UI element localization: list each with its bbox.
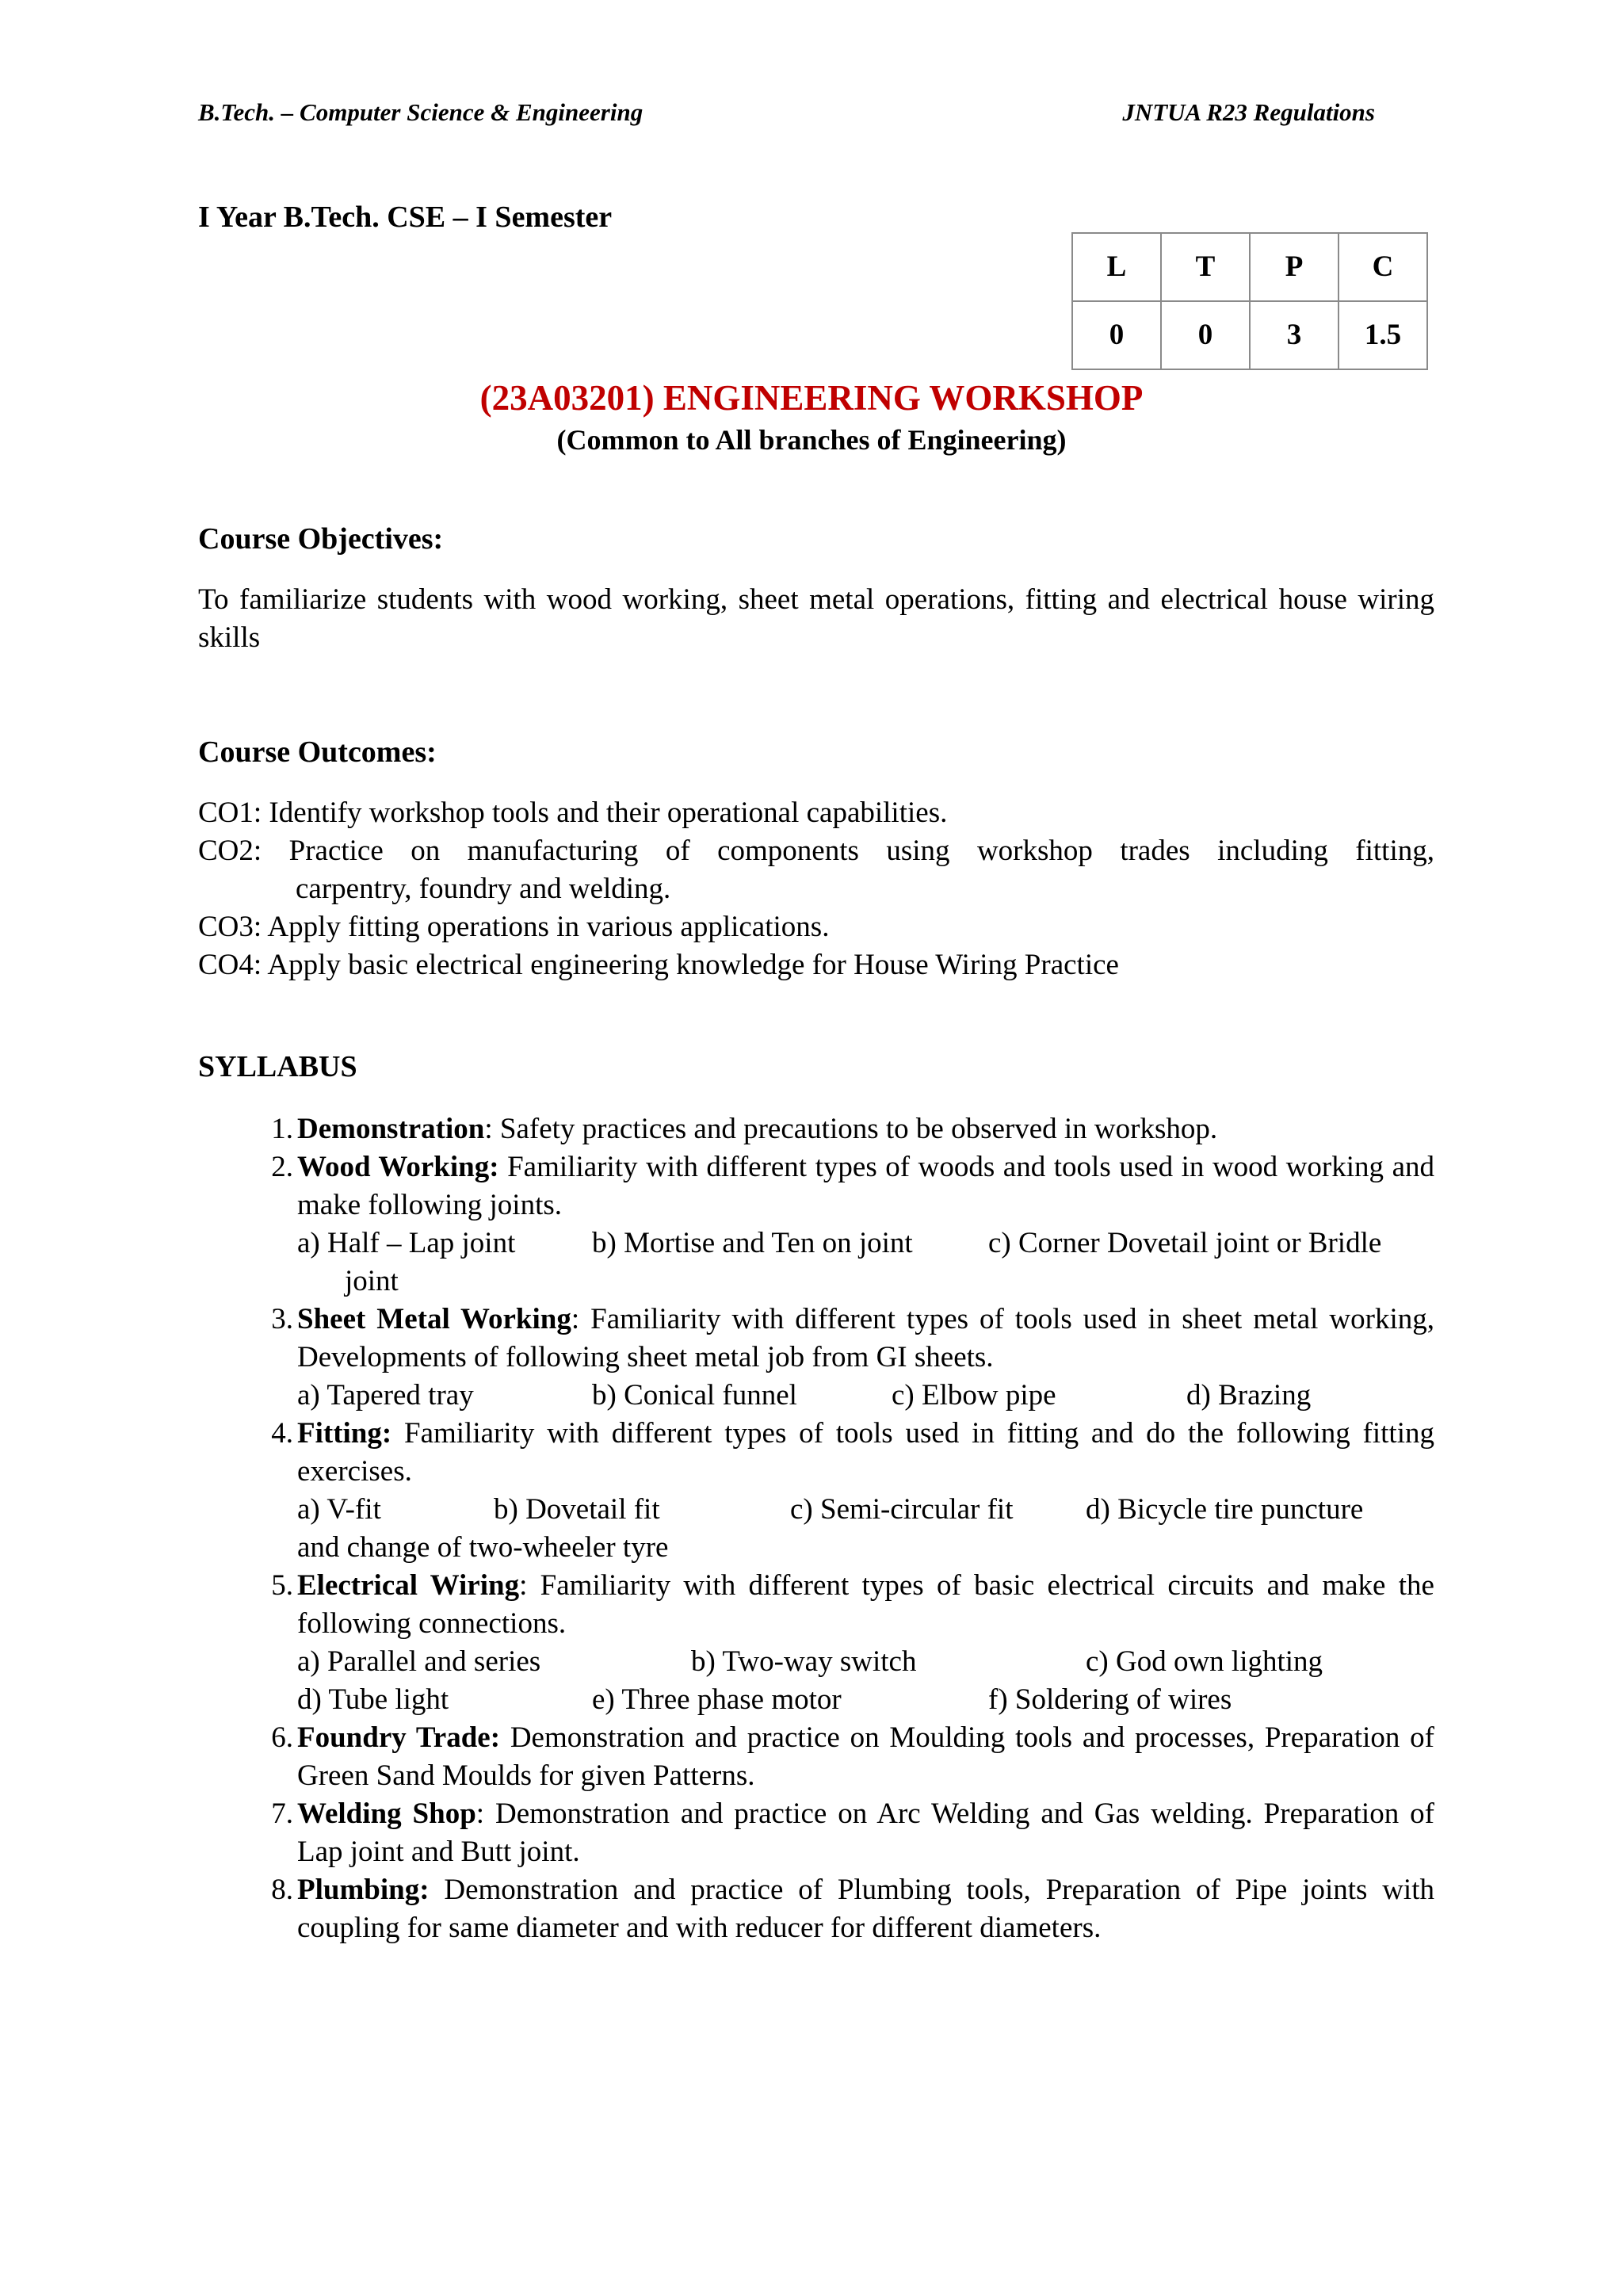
item-title: Foundry Trade: xyxy=(297,1721,501,1754)
option-c: c) Elbow pipe xyxy=(892,1379,1056,1412)
item-number: 2. xyxy=(271,1151,293,1183)
item-text: : Familiarity with different types of basic electrical circuits and make the following connections. xyxy=(297,1569,1434,1640)
option-b: b) Mortise and Ten on joint xyxy=(592,1227,913,1259)
item-number: 4. xyxy=(271,1417,293,1450)
option-c: c) Semi-circular fit xyxy=(790,1493,1014,1526)
item-body xyxy=(297,1871,1434,1947)
objectives-heading: Course Objectives: xyxy=(198,522,444,556)
ltpc-value-p: 3 xyxy=(1250,301,1338,369)
option-b: b) Two-way switch xyxy=(691,1645,917,1678)
item-text: : Safety practices and precautions to be observed in workshop. xyxy=(484,1113,1218,1145)
item-title: Electrical Wiring xyxy=(297,1569,520,1602)
item-title: Plumbing: xyxy=(297,1874,430,1906)
header-program: B.Tech. – Computer Science & Engineering xyxy=(198,98,643,126)
ltpc-table xyxy=(1071,232,1428,370)
ltpc-value-row xyxy=(1072,301,1427,369)
year-semester: I Year B.Tech. CSE – I Semester xyxy=(198,201,613,234)
item-body xyxy=(297,1110,1434,1148)
item-title: Wood Working: xyxy=(297,1151,499,1183)
item-text: Familiarity with different types of woods and tools used in wood working and make following joints. xyxy=(297,1151,1435,1221)
item-body xyxy=(297,1415,1434,1567)
item-body xyxy=(297,1795,1434,1871)
item-title: Welding Shop xyxy=(297,1797,476,1830)
syllabus-heading: SYLLABUS xyxy=(198,1050,357,1083)
job-options xyxy=(297,1377,1434,1415)
item-description xyxy=(297,1301,1434,1377)
item-number: 6. xyxy=(271,1721,293,1754)
course-title: (23A03201) ENGINEERING WORKSHOP xyxy=(479,378,1144,418)
item-body xyxy=(297,1567,1434,1719)
ltpc-header-t: T xyxy=(1161,233,1250,301)
item-number: 7. xyxy=(271,1797,293,1830)
outcome-co3: CO3: Apply fitting operations in various applications. xyxy=(198,911,830,943)
option-a: a) V-fit xyxy=(297,1493,381,1526)
option-c-cont: joint xyxy=(345,1265,399,1297)
ltpc-header-l: L xyxy=(1072,233,1161,301)
option-a: a) Half – Lap joint xyxy=(297,1227,516,1259)
item-body xyxy=(297,1719,1434,1795)
fitting-options-cont xyxy=(297,1529,1434,1567)
item-text: : Familiarity with different types of tools used in sheet metal working, Developments of following sheet metal job from GI sheets. xyxy=(297,1303,1434,1373)
option-b: b) Conical funnel xyxy=(592,1379,797,1412)
item-number: 1. xyxy=(271,1113,293,1145)
option-d-cont: and change of two-wheeler tyre xyxy=(297,1531,669,1564)
option-a: a) Tapered tray xyxy=(297,1379,474,1412)
ltpc-header-p: P xyxy=(1250,233,1338,301)
objectives-text: To familiarize students with wood working, sheet metal operations, fitting and electrical house wiring skills xyxy=(198,583,1434,654)
item-description xyxy=(297,1567,1434,1643)
course-subtitle: (Common to All branches of Engineering) xyxy=(556,424,1067,456)
option-d: d) Bicycle tire puncture xyxy=(1086,1493,1364,1526)
header-regulations: JNTUA R23 Regulations xyxy=(1122,98,1375,126)
item-number: 3. xyxy=(271,1303,293,1335)
option-f: f) Soldering of wires xyxy=(988,1683,1232,1716)
option-a: a) Parallel and series xyxy=(297,1645,541,1678)
item-title: Demonstration xyxy=(297,1113,485,1145)
item-number: 8. xyxy=(271,1874,293,1906)
option-d: d) Tube light xyxy=(297,1683,449,1716)
outcomes-heading: Course Outcomes: xyxy=(198,735,437,769)
item-title: Sheet Metal Working xyxy=(297,1303,571,1335)
ltpc-value-l: 0 xyxy=(1072,301,1161,369)
option-c: c) God own lighting xyxy=(1086,1645,1323,1678)
option-c: c) Corner Dovetail joint or Bridle xyxy=(988,1227,1382,1259)
ltpc-value-c: 1.5 xyxy=(1338,301,1427,369)
option-d: d) Brazing xyxy=(1186,1379,1312,1412)
wiring-options-row2 xyxy=(297,1681,1434,1719)
item-text: Familiarity with different types of tools used in fitting and do the following fitting exercises. xyxy=(297,1417,1434,1488)
item-description xyxy=(297,1415,1434,1491)
item-description xyxy=(297,1148,1434,1224)
item-title: Fitting: xyxy=(297,1417,392,1450)
item-text: Demonstration and practice on Moulding tools and processes, Preparation of Green Sand Moulds for given Patterns. xyxy=(297,1721,1434,1792)
ltpc-value-t: 0 xyxy=(1161,301,1250,369)
item-text: : Demonstration and practice on Arc Welding and Gas welding. Preparation of Lap joint and Butt joint. xyxy=(297,1797,1434,1868)
item-number: 5. xyxy=(271,1569,293,1602)
outcome-co2: CO2: Practice on manufacturing of components using workshop trades including fitting, xyxy=(198,835,1434,867)
joint-options-cont xyxy=(297,1263,1434,1301)
outcome-co4: CO4: Apply basic electrical engineering knowledge for House Wiring Practice xyxy=(198,949,1119,981)
item-body xyxy=(297,1301,1434,1415)
outcome-co2-cont: carpentry, foundry and welding. xyxy=(296,873,671,905)
wiring-options-row1 xyxy=(297,1643,1434,1681)
ltpc-header-c: C xyxy=(1338,233,1427,301)
running-header xyxy=(198,97,1375,128)
fitting-options xyxy=(297,1491,1434,1529)
ltpc-header-row xyxy=(1072,233,1427,301)
outcome-co1: CO1: Identify workshop tools and their operational capabilities. xyxy=(198,797,948,829)
item-body xyxy=(297,1148,1434,1301)
option-e: e) Three phase motor xyxy=(592,1683,842,1716)
joint-options xyxy=(297,1224,1434,1263)
option-b: b) Dovetail fit xyxy=(494,1493,660,1526)
item-text: Demonstration and practice of Plumbing tools, Preparation of Pipe joints with coupling for same diameter and with reducer for different diameters. xyxy=(297,1874,1434,1944)
